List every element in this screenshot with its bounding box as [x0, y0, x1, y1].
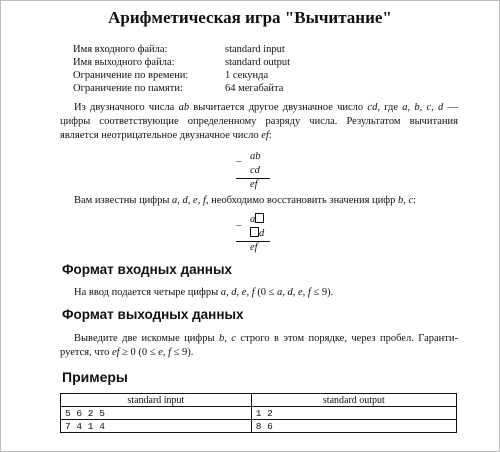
- text: ≤ 9).: [171, 347, 194, 358]
- table-cell: 1 2: [251, 407, 456, 420]
- column-header: standard input: [61, 394, 252, 407]
- digit-a: a: [250, 214, 256, 225]
- var-ef: ef: [111, 347, 120, 358]
- text: — цифры соответствующие определенному разряду числа. Результатом вычитания является неотрицательное двузначное число: [60, 102, 458, 141]
- time-limit-row: [73, 69, 290, 82]
- var-list: a, d, e, f: [220, 287, 255, 298]
- var-list: e, f: [158, 347, 172, 358]
- text: , необходимо восстановить значения цифр: [205, 195, 398, 206]
- problem-limits: [73, 43, 290, 95]
- meta-key: Ограничение по времени:: [73, 70, 189, 81]
- known-digits-paragraph: [60, 194, 458, 208]
- meta-value: 1 секунда: [225, 70, 269, 81]
- examples-heading: Примеры: [62, 369, 128, 385]
- text: Вам известны цифры: [74, 195, 173, 206]
- table-row: [61, 420, 457, 433]
- digit-d: d: [259, 228, 265, 239]
- table-header-row: [61, 394, 457, 407]
- text: :: [413, 195, 417, 206]
- output-format-text: [60, 332, 458, 360]
- minus-sign: −: [236, 157, 242, 168]
- text: :: [268, 130, 272, 141]
- text: Выведите две искомые цифры: [74, 333, 219, 344]
- text: На ввод подается четыре цифры: [74, 287, 221, 298]
- var-cd: cd: [367, 102, 378, 113]
- var-list: a, d, e, f: [277, 287, 311, 298]
- text: ≥ 0 (0 ≤: [119, 347, 159, 358]
- var-list: a, b, c, d: [402, 102, 444, 113]
- text: ≤ 9).: [310, 287, 334, 298]
- meta-value: standard input: [225, 44, 285, 55]
- minus-sign: −: [236, 221, 242, 232]
- unknown-digit-box: [250, 227, 259, 237]
- memory-limit-row: [73, 82, 290, 95]
- output-format-heading: Формат выходных данных: [62, 307, 244, 322]
- text: строго в этом порядке, через пробел. Гаранти-руется, что: [60, 333, 458, 358]
- table-row: [61, 407, 457, 420]
- meta-value: standard output: [225, 57, 291, 68]
- output-file-row: [73, 56, 290, 69]
- var-list: b, c: [397, 195, 414, 206]
- text: , где: [377, 102, 403, 113]
- input-format-text: [60, 286, 458, 300]
- minuend: ab: [250, 151, 261, 162]
- text: Из двузначного числа: [74, 102, 179, 113]
- text: вычитается другое двузначное число: [189, 102, 368, 113]
- meta-key: Имя выходного файла:: [73, 57, 175, 68]
- subtrahend: [250, 227, 264, 241]
- var-ef: ef: [261, 130, 269, 141]
- examples-table: [60, 393, 457, 433]
- table-cell: 5 6 2 5: [61, 407, 252, 420]
- table-cell: 8 6: [251, 420, 456, 433]
- difference: ef: [250, 179, 258, 190]
- subtrahend: cd: [250, 165, 260, 176]
- var-list: b, c: [218, 333, 236, 344]
- meta-key: Ограничение по памяти:: [73, 83, 183, 94]
- var-ab: ab: [178, 102, 190, 113]
- table-cell: 7 4 1 4: [61, 420, 252, 433]
- input-file-row: [73, 43, 290, 56]
- page-title: Арифметическая игра "Вычитание": [108, 8, 392, 27]
- meta-value: 64 мегабайта: [225, 83, 284, 94]
- input-format-heading: Формат входных данных: [62, 262, 232, 277]
- minuend: [250, 213, 264, 227]
- column-header: standard output: [251, 394, 456, 407]
- meta-key: Имя входного файла:: [73, 44, 168, 55]
- difference: ef: [250, 242, 258, 253]
- var-list: a, d, e, f: [172, 195, 206, 206]
- statement-paragraph: [60, 101, 458, 143]
- unknown-digit-box: [255, 213, 264, 223]
- text: (0 ≤: [254, 287, 277, 298]
